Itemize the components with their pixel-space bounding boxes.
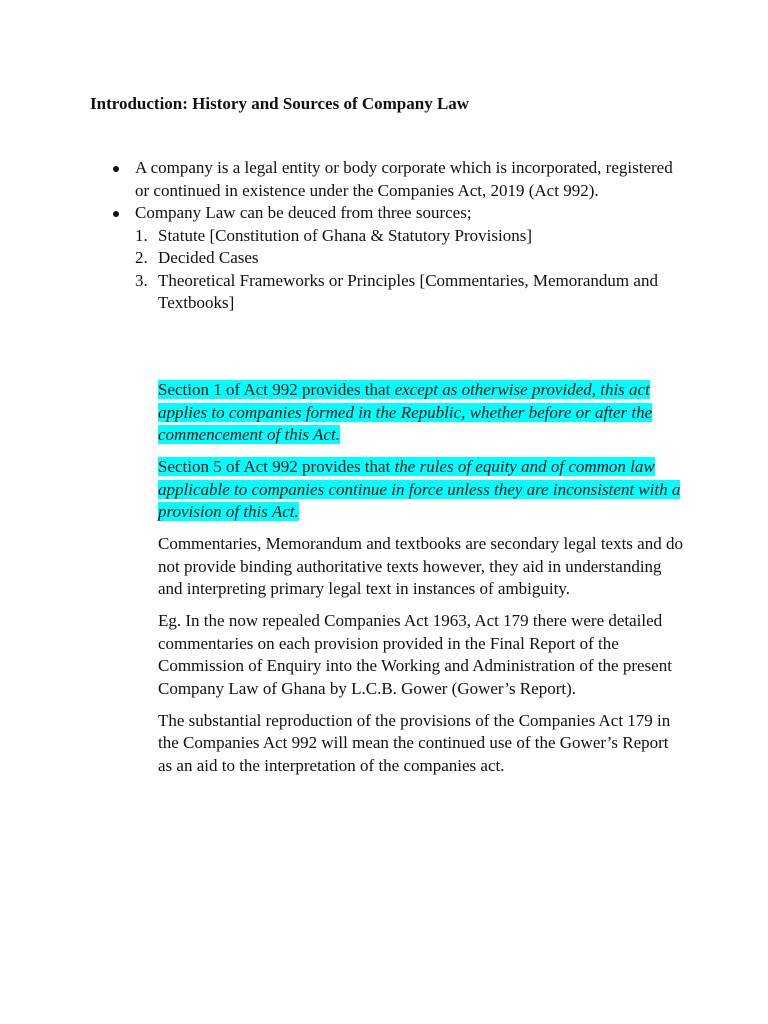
source-text: Decided Cases [158,248,259,267]
source-item-statute [0,225,768,248]
source-item-decided-cases [0,247,768,270]
document-title: Introduction: History and Sources of Company Law [90,94,470,113]
list-number: 1. [135,225,148,245]
highlighted-lead: Section 5 of Act 992 provides that [158,457,395,476]
bullet-dot-icon [113,166,119,172]
list-number: 3. [135,270,148,290]
bullet-item-definition [0,157,768,202]
sources-numbered-list [0,225,768,315]
list-number: 2. [135,248,148,267]
highlighted-quote: the rules of equity and of common law applicable to companies continue in force unless they are inconsistent with a provision of this Act. [158,457,681,521]
sources-list-wrapper [0,225,768,315]
highlighted-lead: Section 1 of Act 992 provides that [158,380,395,399]
source-text: Theoretical Frameworks or Principles [Commentaries, Memorandum and Textbooks] [158,270,658,312]
commentaries-paragraph: Commentaries, Memorandum and textbooks are secondary legal texts and do not provide binding authoritative texts however, they aid in understanding and interpreting primary legal text in instances of ambiguity. [158,534,683,598]
bullet-list [0,157,768,315]
reproduction-paragraph: The substantial reproduction of the provisions of the Companies Act 179 in the Companies Act 992 will mean the continued use of the Gower’s Report as an aid to the interpretation of the companies act. [158,710,671,775]
highlighted-quote: except as otherwise provided, this act applies to companies formed in the Republic, whether before or after the commencement of this Act. [158,380,653,444]
source-item-frameworks [0,270,768,315]
bullet-item-sources [0,202,768,225]
example-paragraph: Eg. In the now repealed Companies Act 1963, Act 179 there were detailed commentaries on each provision provided in the Final Report of the Commission of Enquiry into the Working and Administration of the present Company Law of Ghana by L.C.B. Gower (Gower’s Report). [158,611,672,698]
body-section [158,379,684,787]
section-1-paragraph [158,379,684,447]
bullet-text: Company Law can be deuced from three sources; [135,203,472,222]
bullet-dot-icon [113,211,119,217]
bullet-text: A company is a legal entity or body corporate which is incorporated, registered or continued in existence under the Companies Act, 2019 (Act 992). [135,158,673,200]
source-text: Statute [Constitution of Ghana & Statutory Provisions] [158,225,532,245]
section-5-paragraph [158,456,684,524]
